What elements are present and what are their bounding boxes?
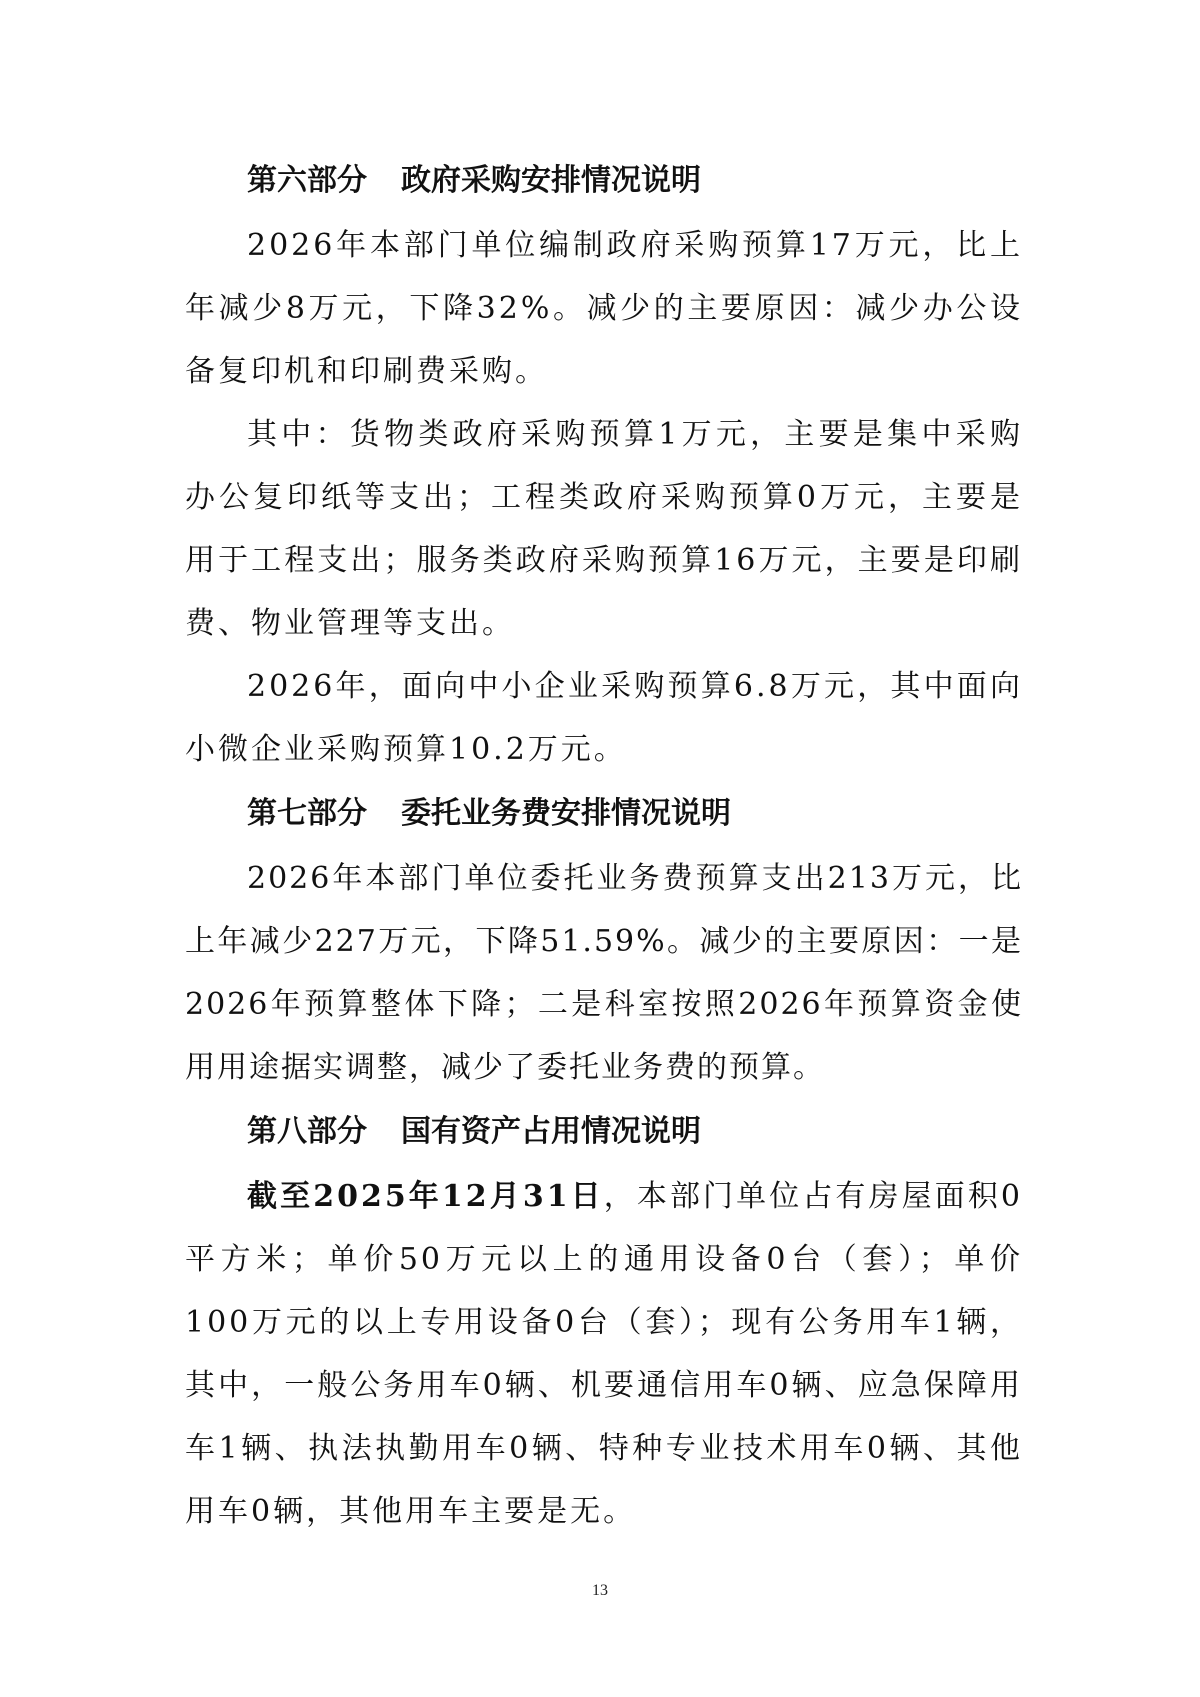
paragraph: 2026年本部门单位委托业务费预算支出213万元，比上年减少227万元，下降51.59%。减少的主要原因：一是2026年预算整体下降；二是科室按照2026年预算资金使用用途据实调整，减少了委托业务费的预算。 (185, 861, 1023, 1085)
section-number: 第八部分 (247, 1114, 367, 1149)
section-number: 第六部分 (247, 163, 367, 198)
section-heading-8 (185, 1099, 1023, 1165)
section-title: 国有资产占用情况说明 (401, 1114, 701, 1149)
paragraph: 其中：货物类政府采购预算1万元，主要是集中采购办公复印纸等支出；工程类政府采购预算0万元，主要是用于工程支出；服务类政府采购预算16万元，主要是印刷费、物业管理等支出。 (185, 417, 1023, 641)
section-title: 委托业务费安排情况说明 (401, 796, 731, 831)
date-lead: 截至2025年12月31日 (247, 1179, 604, 1214)
page-number: 13 (592, 1582, 608, 1599)
page-content (185, 148, 1023, 1543)
section-number: 第七部分 (247, 796, 367, 831)
section-title: 政府采购安排情况说明 (401, 163, 701, 198)
paragraph (185, 1165, 1023, 1543)
section-heading-7 (185, 781, 1023, 847)
section-heading-6 (185, 148, 1023, 214)
paragraph: 2026年，面向中小企业采购预算6.8万元，其中面向小微企业采购预算10.2万元。 (185, 669, 1023, 767)
paragraph-body: ，本部门单位占有房屋面积0平方米；单价50万元以上的通用设备0台（套）；单价100万元的以上专用设备0台（套）；现有公务用车1辆，其中，一般公务用车0辆、机要通信用车0辆、应急保障用车1辆、执法执勤用车0辆、特种专业技术用车0辆、其他用车0辆，其他用车主要是无。 (185, 1179, 1023, 1529)
paragraph: 2026年本部门单位编制政府采购预算17万元，比上年减少8万元，下降32%。减少的主要原因：减少办公设备复印机和印刷费采购。 (185, 228, 1023, 389)
